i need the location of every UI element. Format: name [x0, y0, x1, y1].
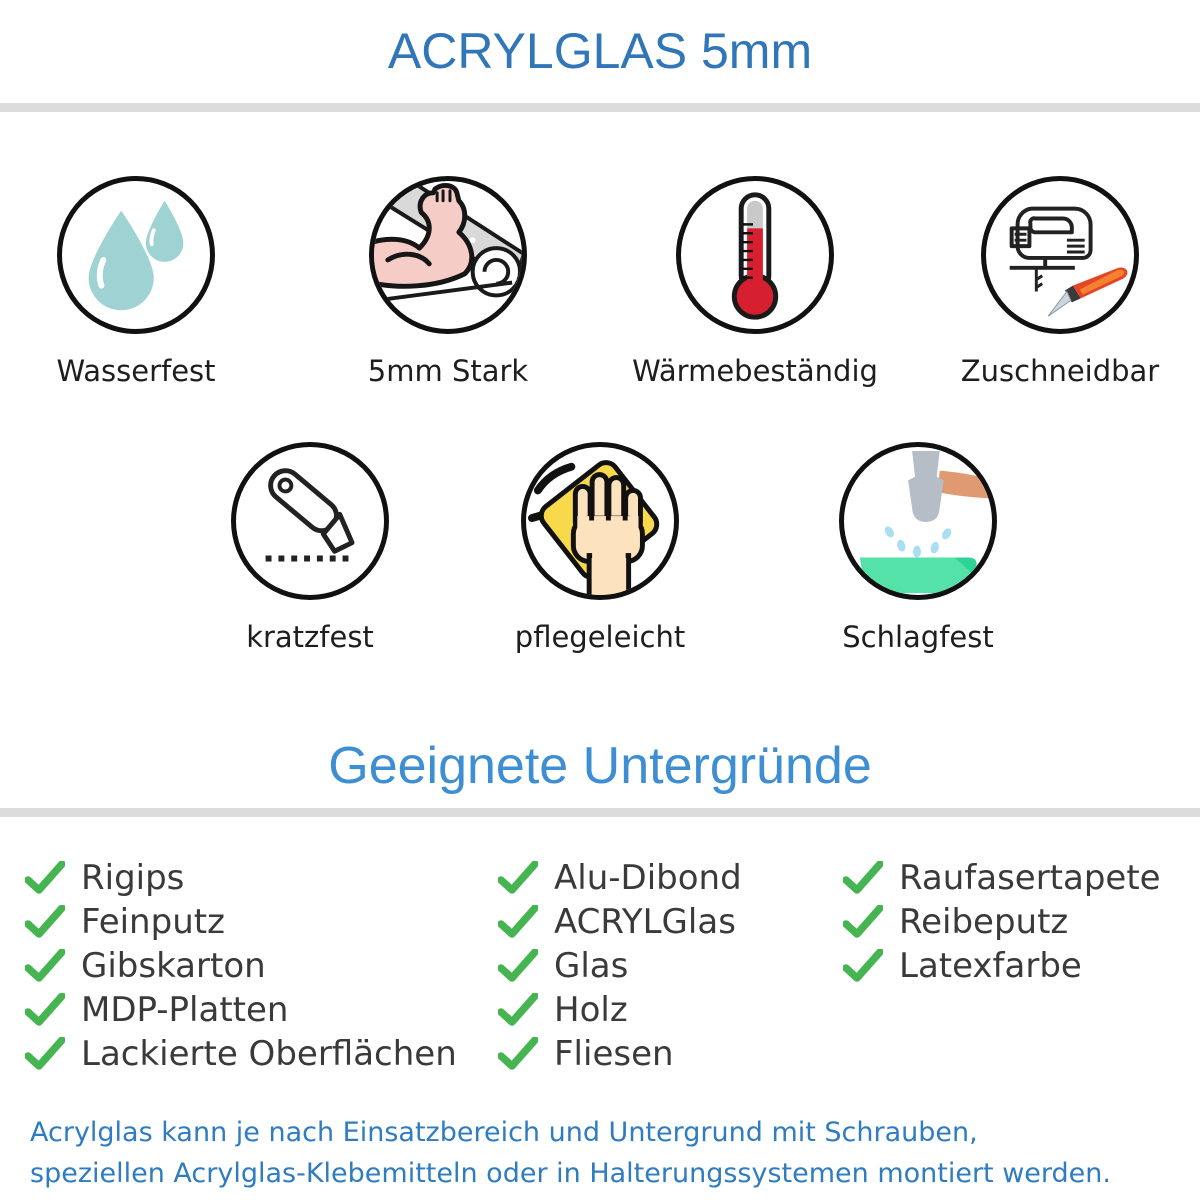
check-icon	[25, 949, 65, 983]
surface-item	[25, 1032, 457, 1076]
check-icon	[498, 949, 538, 983]
strong-arm-material-roll-icon	[369, 176, 527, 334]
hand-wiping-cloth-icon	[521, 442, 679, 600]
feature-label: Wasserfest	[56, 354, 216, 388]
feature-kratzfest	[155, 442, 465, 654]
feature-waermebestaendig	[600, 176, 910, 388]
surfaces-column-1	[25, 856, 457, 1076]
surface-label: MDP-Platten	[81, 990, 289, 1030]
feature-pflegeleicht	[445, 442, 755, 654]
surface-item	[498, 900, 742, 944]
jigsaw-and-knife-icon	[981, 176, 1139, 334]
thermometer-icon	[676, 176, 834, 334]
utility-knife-scratch-icon	[231, 442, 389, 600]
hammer-impact-icon	[839, 442, 997, 600]
surface-label: Latexfarbe	[899, 946, 1082, 986]
feature-label: Zuschneidbar	[960, 354, 1160, 388]
surface-label: Feinputz	[81, 902, 225, 942]
surface-item	[498, 1032, 742, 1076]
surface-item	[843, 944, 1161, 988]
water-drops-icon	[57, 176, 215, 334]
surface-item	[498, 988, 742, 1032]
check-icon	[25, 905, 65, 939]
feature-label: Wärmebeständig	[632, 354, 878, 388]
feature-label: Schlagfest	[842, 620, 994, 654]
page-title: ACRYLGLAS 5mm	[387, 23, 813, 79]
check-icon	[25, 861, 65, 895]
surface-item	[25, 988, 457, 1032]
feature-5mm-stark	[293, 176, 603, 388]
divider-middle	[0, 808, 1200, 817]
surface-label: Reibeputz	[899, 902, 1069, 942]
feature-label: pflegeleicht	[514, 620, 686, 654]
mounting-note	[30, 1112, 1111, 1194]
surface-label: Raufasertapete	[899, 858, 1161, 898]
check-icon	[843, 949, 883, 983]
check-icon	[843, 905, 883, 939]
surface-label: Glas	[554, 946, 629, 986]
surface-label: Fliesen	[554, 1034, 674, 1074]
feature-schlagfest	[763, 442, 1073, 654]
surface-label: ACRYLGlas	[554, 902, 736, 942]
surfaces-heading: Geeignete Untergründe	[328, 737, 872, 795]
surface-label: Rigips	[81, 858, 185, 898]
surface-item	[25, 944, 457, 988]
surfaces-column-2	[498, 856, 742, 1076]
surface-item	[25, 856, 457, 900]
divider-top	[0, 103, 1200, 112]
feature-label: 5mm Stark	[367, 354, 529, 388]
surface-label: Gibskarton	[81, 946, 266, 986]
surface-item	[843, 856, 1161, 900]
surfaces-column-3	[843, 856, 1161, 988]
surface-item	[498, 856, 742, 900]
feature-label: kratzfest	[246, 620, 374, 654]
feature-wasserfest	[0, 176, 291, 388]
surface-item	[498, 944, 742, 988]
surface-label: Holz	[554, 990, 628, 1030]
check-icon	[498, 861, 538, 895]
surface-label: Lackierte Oberflächen	[81, 1034, 457, 1074]
surface-label: Alu-Dibond	[554, 858, 742, 898]
feature-zuschneidbar	[905, 176, 1200, 388]
mounting-note-line2: speziellen Acrylglas-Klebemitteln oder in Halterungssystemen montiert werden.	[30, 1158, 1111, 1189]
check-icon	[498, 1037, 538, 1071]
surface-item	[25, 900, 457, 944]
check-icon	[25, 993, 65, 1027]
check-icon	[498, 905, 538, 939]
surface-item	[843, 900, 1161, 944]
check-icon	[498, 993, 538, 1027]
mounting-note-line1: Acrylglas kann je nach Einsatzbereich und Untergrund mit Schrauben,	[30, 1117, 978, 1148]
check-icon	[843, 861, 883, 895]
check-icon	[25, 1037, 65, 1071]
